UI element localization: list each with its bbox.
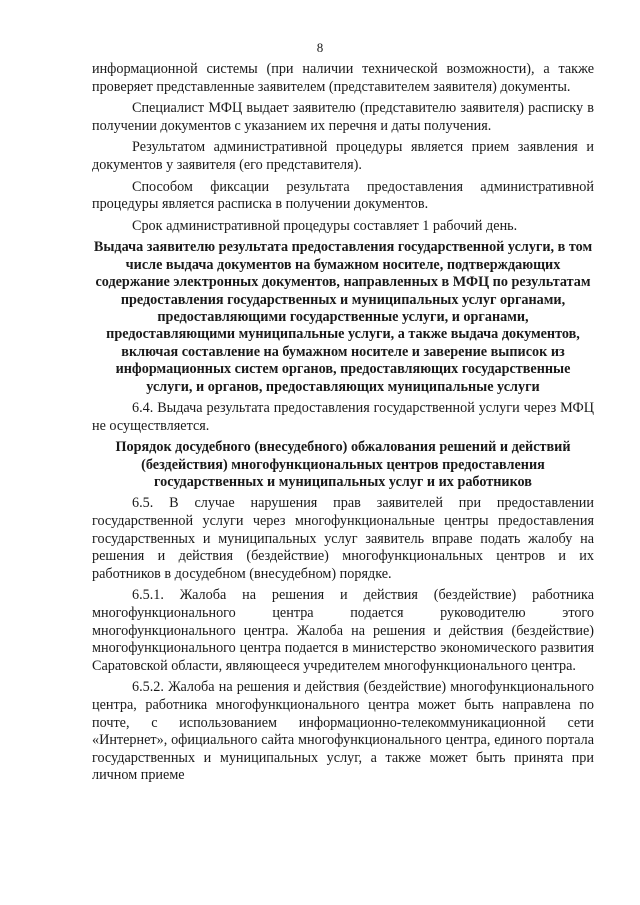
paragraph-receipt: Специалист МФЦ выдает заявителю (представителю заявителя) расписку в получении документов с указанием их перечня и даты получения. [92,100,594,134]
document-body [92,61,594,789]
paragraph-continued: информационной системы (при наличии технической возможности), а также проверяет представленные заявителем (представителем заявителя) документы. [92,61,594,95]
section-heading-appeal: Порядок досудебного (внесудебного) обжалования решений и действий (бездействия) многофункциональных центров предоставления государственных и муниципальных услуг и их работников [115,439,571,490]
paragraph-result: Результатом административной процедуры является прием заявления и документов у заявителя (его представителя). [92,139,594,173]
paragraph-term: Срок административной процедуры составляет 1 рабочий день. [132,217,518,234]
page-number: 8 [316,40,324,55]
paragraph-6-5-1: 6.5.1. Жалоба на решения и действия (бездействие) работника многофункционального центра подается руководителю этого многофункционального центра. Жалоба на решения и действия (бездействие) многофункционального центра подается в министерство экономического развития Саратовской области, являющееся учредителем многофункционального центра. [92,587,594,674]
paragraph-6-4: 6.4. Выдача результата предоставления государственной услуги через МФЦ не осуществляется. [92,400,594,434]
paragraph-6-5-2: 6.5.2. Жалоба на решения и действия (бездействие) многофункционального центра, работника многофункционального центра может быть направлена по почте, с использованием информационно-телекоммуникационной сети «Интернет», официального сайта многофункционального центра, единого портала государственных и муниципальных услуг, а также может быть принята при личном приеме [92,679,594,784]
paragraph-6-5: 6.5. В случае нарушения прав заявителей при предоставлении государственной услуги через многофункциональные центры предоставления государственных и муниципальных услуг заявитель вправе подать жалобу на решения и действия (бездействие) многофункциональных центров и их работников в досудебном (внесудебном) порядке. [92,495,594,582]
paragraph-fixation: Способом фиксации результата предоставления административной процедуры является расписка в получении документов. [92,178,594,213]
section-heading-issuance: Выдача заявителю результата предоставления государственной услуги, в том числе выдача документов на бумажном носителе, подтверждающих содержание электронных документов, направленных в МФЦ по результатам предоставления государственных и муниципальных услуг органами, предоставляющими государственные услуги, и органами, предоставляющими муниципальные услуги, а также выдача документов, включая составление на бумажном носителе и заверение выписок из информационных систем органов, предоставляющих государственные услуги, и органов, предоставляющих муниципальные услуги [93,239,593,395]
